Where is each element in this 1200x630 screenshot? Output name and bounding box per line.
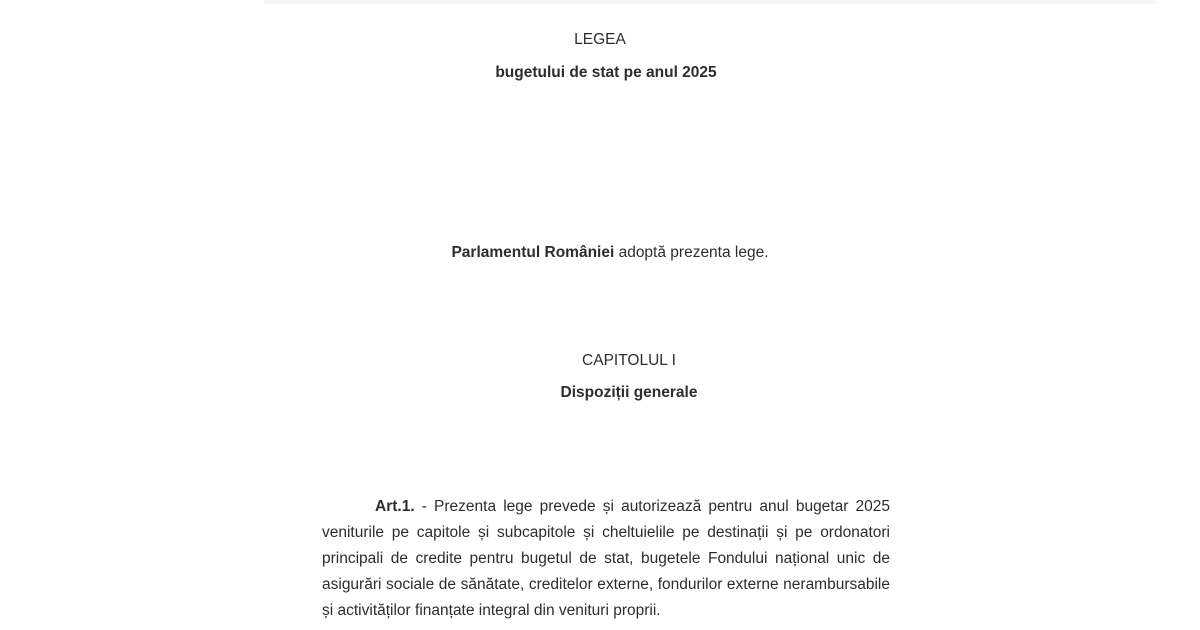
article-1-body-text: - Prezenta lege prevede și autorizează pentru anul bugetar 2025 veniturile pe capitole și subcapitole și cheltuielile pe destinații și pe ordonatori principali de credite pentru bugetul de stat, bugetele Fondului național unic de asigurări sociale de sănătate, creditelor externe, fondurilor externe nerambursabile și activităților finanțate integral din venituri proprii. xyxy=(322,497,890,619)
preamble-bold-text: Parlamentul României xyxy=(451,244,615,261)
preamble-line xyxy=(326,243,894,263)
chapter-subtitle: Dispoziții generale xyxy=(560,384,698,401)
law-heading: LEGEA xyxy=(574,31,626,48)
article-1-label: Art.1. xyxy=(375,497,415,515)
article-1-paragraph xyxy=(322,494,890,624)
chapter-heading: CAPITOLUL I xyxy=(582,352,676,369)
document-column xyxy=(322,0,890,630)
law-title: bugetului de stat pe anul 2025 xyxy=(495,64,717,81)
preamble-regular-text: adoptă prezenta lege. xyxy=(614,244,769,261)
